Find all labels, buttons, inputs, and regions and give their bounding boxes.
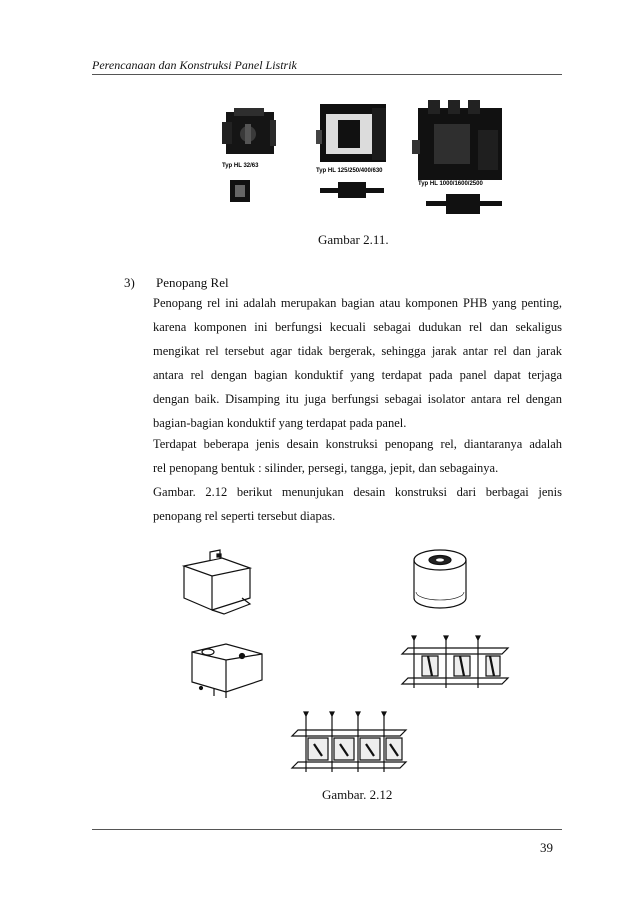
figure-2-12-caption: Gambar. 2.12 <box>322 787 393 802</box>
switch-hl-1000-2500-symbol <box>426 194 502 214</box>
switch-hl-125-630-image <box>316 104 386 162</box>
running-header: Perencanaan dan Konstruksi Panel Listrik <box>92 58 297 72</box>
paragraph-line: antara rel dengan bagian konduktif yang terdapat pada panel dapat terjaga <box>153 368 562 382</box>
paragraph-line: penopang rel seperti tersebut diapas. <box>153 509 336 523</box>
section-title: Penopang Rel <box>156 275 229 290</box>
switch-hl-125-630-symbol <box>320 182 384 198</box>
switch-hl-1000-2500-image <box>412 100 502 180</box>
cylinder-busbar-support <box>414 550 466 608</box>
header-rule <box>92 74 562 75</box>
square-busbar-support <box>184 550 250 614</box>
section-number: 3) <box>124 275 135 290</box>
switch-label-1: Typ HL 32/63 <box>222 163 259 169</box>
paragraph-line: rel penopang bentuk : silinder, persegi, tangga, jepit, dan sebagainya. <box>153 461 499 475</box>
figure-2-11-switch-disconnectors <box>212 100 512 225</box>
figure-2-11-caption: Gambar 2.11. <box>318 232 389 247</box>
switch-hl-32-63-image <box>222 108 276 154</box>
paragraph-line: karena komponen ini berfungsi kecuali sebagai dudukan rel dan sekaligus <box>153 320 562 334</box>
paragraph-line: Terdapat beberapa jenis desain konstruksi penopang rel, diantaranya adalah <box>153 437 562 451</box>
switch-label-3: Typ HL 1000/1600/2500 <box>418 181 483 187</box>
paragraph-line: Gambar. 2.12 berikut menunjukan desain konstruksi dari berbagai jenis <box>153 485 562 499</box>
paragraph-line: Penopang rel ini adalah merupakan bagian atau komponen PHB yang penting, <box>153 296 562 310</box>
stepped-busbar-support <box>192 644 262 698</box>
switch-label-2: Typ HL 125/250/400/630 <box>316 168 383 174</box>
paragraph-1 <box>153 291 562 435</box>
footer-rule <box>92 829 562 830</box>
paragraph-line: bagian-bagian konduktif yang terdapat pada panel. <box>153 416 407 430</box>
paragraph-2 <box>153 432 562 528</box>
multi-clamp-busbar-support <box>292 712 406 772</box>
figure-2-12-busbar-supports <box>170 540 510 780</box>
clamp-busbar-support <box>402 636 508 688</box>
paragraph-line: mengikat rel tersebut agar tidak bergerak, sehingga jarak antar rel dan jarak <box>153 344 562 358</box>
paragraph-line: dengan baik. Disamping itu juga berfungsi sebagai isolator antara rel dengan <box>153 392 562 406</box>
page-number: 39 <box>540 840 553 855</box>
switch-hl-32-63-symbol <box>230 180 250 202</box>
